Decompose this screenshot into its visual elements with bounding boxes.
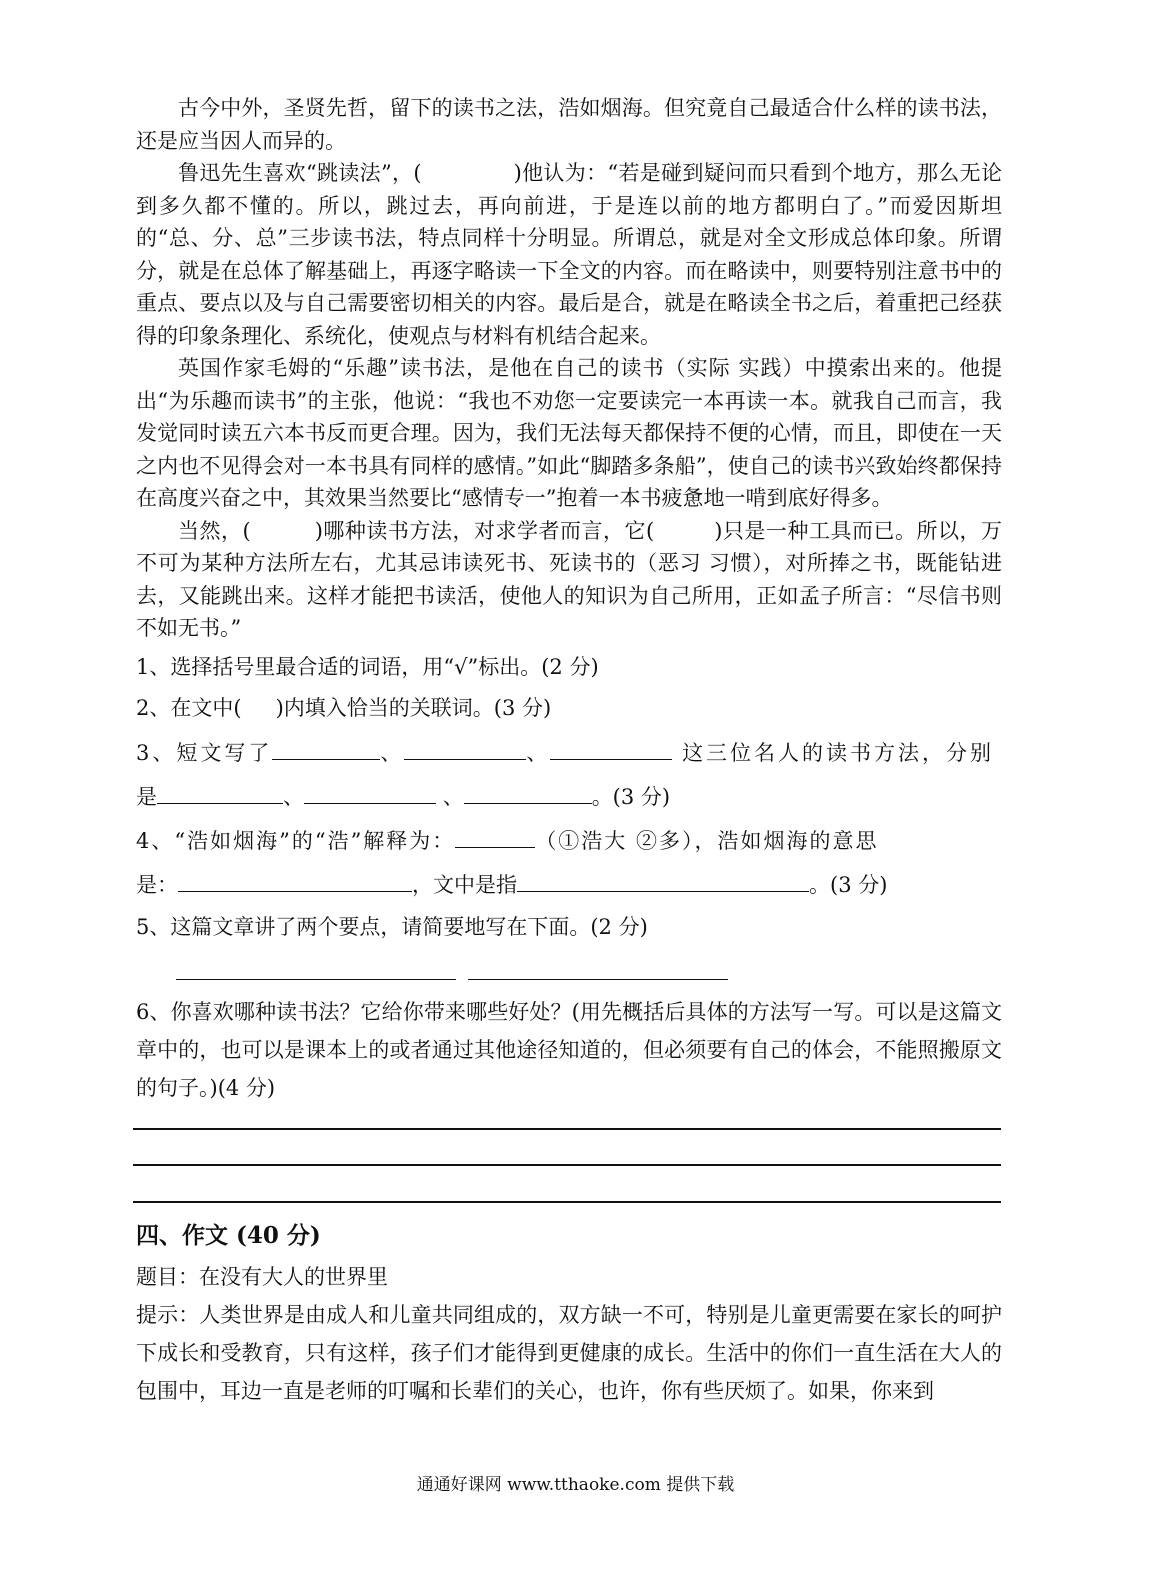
passage-p4-start: 当然，( (178, 518, 251, 543)
question-3-start: 3、短文写了 (136, 740, 273, 765)
question-4 (136, 825, 1002, 855)
question-4-end: 。(3 分) (809, 872, 888, 897)
passage-p4-rest: )只是一种工具而已。所以，万不可为某种方法所左右，尤其忌讳读死书、死读书的（恶习 习惯），对所捧之书，既能钻进去，又能跳出来。这样才能把书读活，使他人的知识为自己所用，正如孟子所言：“尽信书则不如无书。” (136, 518, 1002, 640)
passage-paragraph-4 (136, 515, 1002, 645)
separator: 、 (442, 784, 464, 809)
question-2-start: 2、在文中( (136, 695, 242, 720)
question-1: 1、选择括号里最合适的词语，用“√”标出。(2 分) (136, 654, 599, 679)
separator: 、 (380, 740, 405, 765)
question-4-prefix: 是： (136, 872, 178, 897)
answer-blank[interactable] (272, 737, 380, 760)
answer-blank[interactable] (455, 825, 535, 848)
answer-line[interactable] (133, 1128, 1001, 1130)
passage-p2-start: 鲁迅先生喜欢“跳读法”，( (178, 161, 422, 185)
question-4-start: 4、“浩如烟海”的“浩”解释为： (136, 828, 456, 853)
passage-p2-rest: )他认为：“若是碰到疑问而只看到个地方，那么无论到多久都不懂的。所以，跳过去，再向前进，于是连以前的地方都明白了。”而爱因斯坦的“总、分、总”三步读书法，特点同样十分明显。所谓总，就是对全文形成总体印象。所谓分，就是在总体了解基础上，再逐字略读一下全文的内容。而在略读中，则要特别注意书中的重点、要点以及与自己需要密切相关的内容。最后是合，就是在略读全书之后，着重把己经获得的印象条理化、系统化，使观点与材料有机结合起来。 (136, 161, 1002, 348)
question-4-continued (136, 869, 1002, 899)
question-4-text: ，文中是指 (412, 872, 517, 897)
page-footer: 通通好课网 www.tthaoke.com 提供下载 (416, 1475, 735, 1495)
passage-paragraph-1: 古今中外，圣贤先哲，留下的读书之法，浩如烟海。但究竟自己最适合什么样的读书法，还是应当因人而异的。 (136, 96, 1002, 153)
essay-heading: 四、作文 (40 分) (136, 1222, 321, 1249)
answer-blank[interactable] (517, 869, 809, 892)
answer-blank[interactable] (304, 781, 436, 804)
question-4-middle: （①浩大 ②多），浩如烟海的意思 (535, 828, 879, 853)
question-5-answer-area (136, 941, 1002, 989)
essay-section (136, 1218, 1002, 1410)
answer-blank[interactable] (176, 957, 456, 980)
question-3-prefix: 是 (136, 784, 157, 809)
question-2 (136, 694, 1002, 722)
question-3 (136, 737, 1002, 767)
answer-line[interactable] (133, 1201, 1001, 1203)
question-3-end: 。(3 分) (591, 784, 671, 809)
answer-line[interactable] (133, 1164, 1001, 1166)
answer-blank[interactable] (404, 737, 526, 760)
passage-paragraph-2 (136, 157, 1002, 352)
question-3-continued (136, 781, 1002, 811)
question-2-rest: )内填入恰当的关联词。(3 分) (275, 695, 552, 720)
page-content (136, 92, 1002, 1107)
separator: 、 (283, 784, 304, 809)
question-6: 6、你喜欢哪种读书法？它给你带来哪些好处？(用先概括后具体的方法写一写。可以是这篇文章中的，也可以是课本上的或者通过其他途径知道的，但必须要有自己的体会，不能照搬原文的句子。)(4 分) (136, 999, 1002, 1100)
answer-blank[interactable] (464, 781, 592, 804)
answer-blank[interactable] (550, 737, 672, 760)
separator: 、 (526, 740, 551, 765)
question-3-middle: 这三位名人的读书方法，分别 (682, 740, 995, 765)
answer-blank[interactable] (178, 869, 412, 892)
answer-blank[interactable] (468, 957, 728, 980)
essay-title: 题目：在没有大人的世界里 (136, 1265, 388, 1289)
essay-hint: 提示：人类世界是由成人和儿童共同组成的，双方缺一不可，特别是儿童更需要在家长的呵护下成长和受教育，只有这样，孩子们才能得到更健康的成长。生活中的你们一直生活在大人的包围中，耳边一直是老师的叮嘱和长辈们的关心，也许，你有些厌烦了。如果，你来到 (136, 1303, 1002, 1403)
question-5: 5、这篇文章讲了两个要点，请简要地写在下面。(2 分) (136, 914, 648, 939)
passage-p4-middle: )哪种读书方法，对求学者而言，它( (314, 518, 655, 543)
answer-blank[interactable] (157, 781, 283, 804)
passage-paragraph-3: 英国作家毛姆的“乐趣”读书法，是他在自己的读书（实际 实践）中摸索出来的。他提出“为乐趣而读书”的主张，他说：“我也不劝您一定要读完一本再读一本。就我自己而言，我发觉同时读五六本书反而更合理。因为，我们无法每天都保持不便的心情，而且，即使在一天之内也不见得会对一本书具有同样的感情。”如此“脚踏多条船”，使自己的读书兴致始终都保持在高度兴奋之中，其效果当然要比“感情专一”抱着一本书疲惫地一啃到底好得多。 (136, 356, 1002, 510)
